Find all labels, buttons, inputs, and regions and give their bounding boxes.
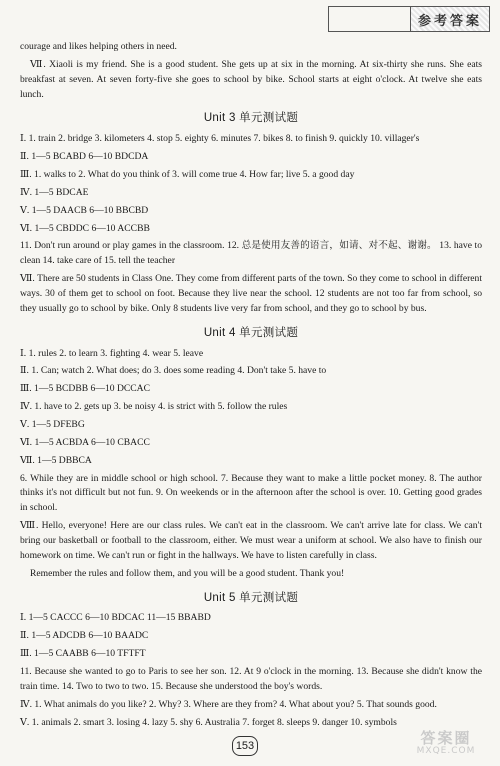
top-paragraph-1: courage and likes helping others in need. xyxy=(20,41,177,52)
unit5-line: Ⅲ. 1—5 CAABB 6—10 TFTFT xyxy=(20,648,146,660)
watermark-logo xyxy=(400,730,492,762)
unit3-writing: Ⅶ. There are 50 students in Class One. They come from different parts of the town. So they come to school in different ways. 30 of them get to school on foot. Because they live near the school. 12 students are not too far from school, so they usually go to school by bike. Only 8 students live very far from school, and they go to school by bus. xyxy=(20,273,482,314)
watermark-line2: MXQE.COM xyxy=(416,745,476,756)
unit5-title: Unit 5 单元测试题 xyxy=(203,591,299,604)
answer-page xyxy=(20,40,482,733)
unit3-line: Ⅳ. 1—5 BDCAE xyxy=(20,186,89,198)
unit3-line: Ⅰ. 1. train 2. bridge 3. kilometers 4. stop 5. eighty 6. minutes 7. bikes 8. to finish 9. quickly 10. villager's xyxy=(20,133,420,145)
unit3-line: Ⅵ. 1—5 CBDDC 6—10 ACCBB xyxy=(20,222,150,234)
unit5-line: Ⅰ. 1—5 CACCC 6—10 BDCAC 11—15 BBABD xyxy=(20,612,211,624)
unit5-line: Ⅴ. 1. animals 2. smart 3. losing 4. lazy 5. shy 6. Australia 7. forget 8. sleeps 9. danger 10. symbols xyxy=(20,716,397,728)
unit5-line: Ⅱ. 1—5 ADCDB 6—10 BAADC xyxy=(20,630,149,642)
watermark-line1: 答案圈 xyxy=(420,729,472,747)
unit4-line: 6. While they are in middle school or high school. 7. Because they want to make a little pocket money. 8. The author thinks it's not difficult but not fun. 9. On weekends or in the afternoon after the school is over. 10. Getting good grades in school. xyxy=(20,472,482,514)
unit4-writing: Ⅷ. Hello, everyone! Here are our class rules. We can't eat in the classroom. We can't arrive late for class. We can't bring our basketball or football to the classroom, either. We must wear a uniform at school. We also have to finish our homework on time. We can't run or fight in the hallways. We have to listen carefully in class. xyxy=(20,520,482,561)
unit4-line: Ⅰ. 1. rules 2. to learn 3. fighting 4. wear 5. leave xyxy=(20,347,204,359)
unit4-title: Unit 4 单元测试题 xyxy=(203,326,299,339)
page-number: 153 xyxy=(232,736,258,756)
unit3-title: Unit 3 单元测试题 xyxy=(203,112,299,125)
unit4-line: Ⅴ. 1—5 DFEBG xyxy=(20,418,85,430)
answer-header-box xyxy=(328,6,490,32)
top-paragraph-2: Ⅶ. Xiaoli is my friend. She is a good student. She gets up at six in the morning. At six-thirty she runs. She eats breakfast at seven. At seven forty-five she goes to school by bike. School starts at eight o'clock. At twelve she eats lunch. xyxy=(20,58,482,100)
unit4-line: Ⅶ. 1—5 DBBCA xyxy=(20,454,92,466)
unit3-line: Ⅲ. 1. walks to 2. What do you think of 3. will come true 4. How far; live 5. a good day xyxy=(20,168,355,180)
header-blank xyxy=(329,7,411,31)
unit5-line: Ⅳ. 1. What animals do you like? 2. Why? 3. Where are they from? 4. What about you? 5. That sounds good. xyxy=(20,698,437,710)
unit4-line: Ⅵ. 1—5 ACBDA 6—10 CBACC xyxy=(20,436,150,448)
unit5-line: 11. Because she wanted to go to Paris to see her son. 12. At 9 o'clock in the morning. 13. Because she didn't know the train time. 14. Two to two to two. 15. Because she understood the boy's words. xyxy=(20,665,482,692)
unit3-line: Ⅴ. 1—5 DAACB 6—10 BBCBD xyxy=(20,204,149,216)
unit4-line: Ⅳ. 1. have to 2. gets up 3. be noisy 4. is strict with 5. follow the rules xyxy=(20,401,288,413)
header-label: 参考答案 xyxy=(411,7,489,31)
unit3-line: Ⅱ. 1—5 BCABD 6—10 BDCDA xyxy=(20,151,149,163)
unit4-line: Ⅲ. 1—5 BCDBB 6—10 DCCAC xyxy=(20,383,150,395)
unit3-line: 11. Don't run around or play games in the classroom. 12. 总是使用友善的语言，如请、对不起、谢谢。 13. have to clean 14. take care of 15. tell the teacher xyxy=(20,240,482,267)
unit4-writing-end: Remember the rules and follow them, and you will be a good student. Thank you! xyxy=(30,567,345,579)
unit4-line: Ⅱ. 1. Can; watch 2. What does; do 3. does some reading 4. Don't take 5. have to xyxy=(20,365,327,377)
